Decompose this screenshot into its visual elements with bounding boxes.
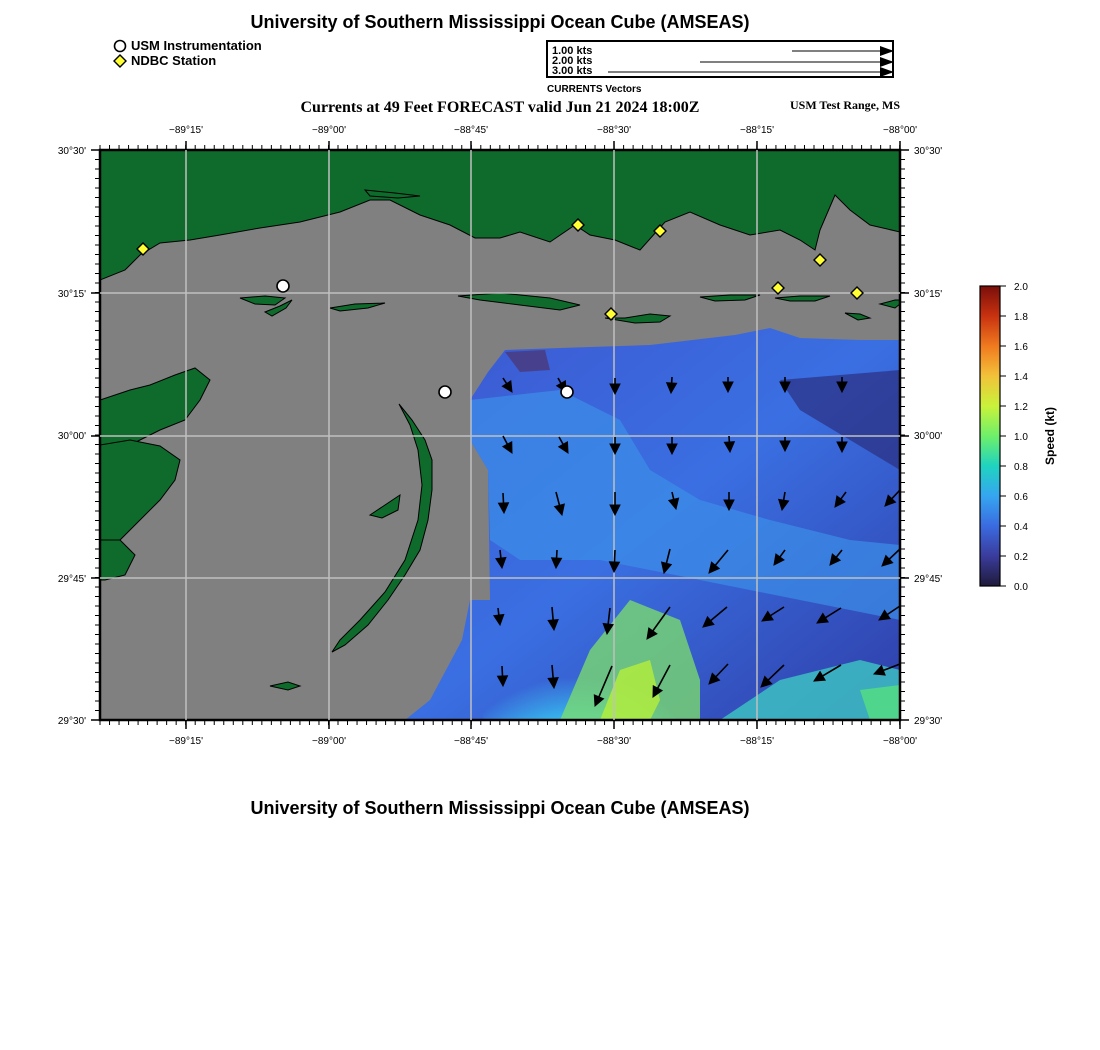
legend-usm-label: USM Instrumentation — [131, 38, 262, 53]
lon-tick-bottom: −88°00' — [883, 736, 917, 747]
colorbar-tick: 2.0 — [1014, 282, 1028, 293]
usm-station-marker[interactable] — [561, 386, 573, 398]
colorbar-tick: 0.8 — [1014, 462, 1028, 473]
vector-key-entry-2: 2.00 kts — [552, 55, 593, 67]
colorbar-label: Speed (kt) — [1043, 406, 1057, 466]
lon-tick-top: −88°45' — [454, 125, 488, 136]
page-title: University of Southern Mississippi Ocean Cube (AMSEAS) — [250, 12, 750, 32]
lat-tick-right: 30°00' — [914, 431, 943, 442]
lat-tick-right: 29°30' — [914, 716, 943, 727]
vector-key-entry-1: 1.00 kts — [552, 45, 593, 57]
colorbar-scale — [980, 286, 1000, 586]
lat-tick-left: 29°45' — [57, 574, 86, 585]
lon-tick-bottom: −89°15' — [169, 736, 203, 747]
usm-station-marker[interactable] — [277, 280, 289, 292]
lon-tick-bottom: −88°45' — [454, 736, 488, 747]
lat-tick-right: 30°15' — [914, 289, 943, 300]
lat-tick-left: 29°30' — [57, 716, 86, 727]
lon-tick-top: −89°00' — [312, 125, 346, 136]
footer-title: University of Southern Mississippi Ocean Cube (AMSEAS) — [250, 798, 750, 818]
lat-tick-left: 30°00' — [57, 431, 86, 442]
lat-tick-right: 29°45' — [914, 574, 943, 585]
colorbar-tick: 1.6 — [1014, 342, 1028, 353]
lat-tick-right: 30°30' — [914, 146, 943, 157]
colorbar-tick: 0.6 — [1014, 492, 1028, 503]
map-subtitle: Currents at 49 Feet FORECAST valid Jun 21 2024 18:00Z — [300, 99, 700, 116]
colorbar-tick: 0.0 — [1014, 582, 1028, 593]
colorbar-tick: 1.8 — [1014, 312, 1028, 323]
lon-tick-top: −89°15' — [169, 125, 203, 136]
lon-tick-bottom: −88°30' — [597, 736, 631, 747]
vector-key-label: CURRENTS Vectors — [547, 84, 642, 95]
lon-tick-bottom: −89°00' — [312, 736, 346, 747]
colorbar — [980, 282, 1057, 593]
lon-tick-top: −88°30' — [597, 125, 631, 136]
lon-tick-bottom: −88°15' — [740, 736, 774, 747]
lon-tick-top: −88°00' — [883, 125, 917, 136]
colorbar-tick: 0.2 — [1014, 552, 1028, 563]
lat-tick-left: 30°15' — [57, 289, 86, 300]
usm-station-marker[interactable] — [439, 386, 451, 398]
legend-ndbc-label: NDBC Station — [131, 53, 217, 68]
lon-tick-top: −88°15' — [740, 125, 774, 136]
colorbar-tick: 1.4 — [1014, 372, 1028, 383]
colorbar-tick: 0.4 — [1014, 522, 1028, 533]
colorbar-tick: 1.2 — [1014, 402, 1028, 413]
lat-tick-left: 30°30' — [57, 146, 86, 157]
map-range-label: USM Test Range, MS — [789, 98, 900, 112]
vector-key-entry-3: 3.00 kts — [552, 65, 593, 76]
colorbar-tick: 1.0 — [1014, 432, 1028, 443]
